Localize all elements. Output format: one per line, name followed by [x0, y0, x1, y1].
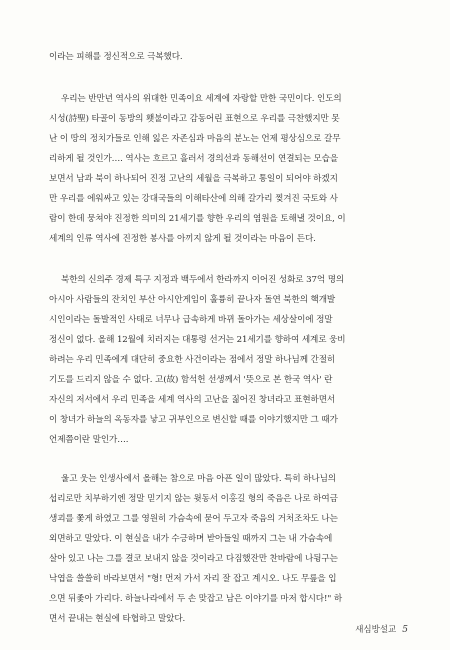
text-line: 생괴를 쫓게 하였고 그를 영원히 가슴속에 묻어 두고자 죽음의 거처조차도 나는 [49, 514, 338, 524]
paragraph-4 [49, 469, 399, 629]
text-line: 시인이라는 돌발적인 사태로 너무나 급속하게 바뀌 돌아가는 세상살이에 정말 [49, 315, 333, 325]
paragraph-1 [49, 47, 399, 67]
text-line: 이 창녀가 하늘의 옥동자를 낳고 귀부인으로 변신할 때를 이야기했지만 그 때가 [49, 415, 338, 425]
text-line: 난 이 땅의 정치가들로 인해 잃은 자존심과 마음의 분노는 언제 평상심으로 갈무 [49, 134, 341, 144]
text-line: 리하게 될 것인가…. 역사는 흐르고 흘러서 경의선과 동해선이 연결되는 모습을 [49, 154, 339, 164]
text-line: 면서 끝내는 현실에 타협하고 말았다. [49, 614, 186, 624]
text-line: 북한의 신의주 경제 특구 지정과 백두에서 한라까지 이어진 성화로 37억 명의 [61, 275, 345, 285]
text-line: 으면 뒤좇아 가리다. 하늘나라에서 두 손 맞잡고 남은 이야기를 마저 합시다!" 하 [49, 594, 343, 604]
text-line: 보면서 남과 북이 하나되어 진정 고난의 세월을 극복하고 통일이 되어야 하겠지 [49, 174, 338, 184]
text-line: 시성(詩聖) 타골이 동방의 횃불이라고 감동어린 표현으로 우리를 극찬했지만 못 [49, 114, 340, 124]
paragraph-3 [49, 270, 399, 450]
text-line: 세계의 인류 역사에 진정한 봉사를 아끼지 않게 될 것이라는 마음이 든다. [49, 234, 316, 244]
text-line: 살아 있고 나는 그를 결코 보내지 않을 것이라고 다짐했잔만 찬바람에 나뒹구는 [49, 554, 338, 564]
page-number: 5 [402, 625, 408, 635]
text-line: 섭리로만 치부하기엔 정말 믿기지 않는 윗동서 이홍길 형의 죽음은 나로 하여금 [49, 494, 338, 504]
text-line: 낙엽을 쓸쓸히 바라보면서 "형! 먼저 가서 자리 잘 잡고 계시오. 나도 무릎을 입 [49, 574, 337, 584]
page-footer [355, 623, 408, 635]
text-line: 람이 한데 뭉쳐야 진정한 의미의 21세기를 향한 우리의 염원을 토해낼 것이요, 이 [49, 214, 346, 224]
text-line: 울고 웃는 인생사에서 올해는 참으로 마음 아픈 일이 많았다. 특히 하나님의 [61, 474, 336, 484]
text-line: 우리는 반만년 역사의 위대한 민족이요 세계에 자랑할 만한 국민이다. 인도의 [61, 94, 342, 104]
running-title: 새심방설교 [355, 625, 397, 635]
text-line: 언제쯤이란 말인가…. [49, 435, 129, 445]
text-line: 이라는 피해를 정신적으로 극복했다. [49, 52, 183, 62]
text-line: 아시아 사람들의 잔치인 부산 아시안게임이 훌륭히 끝나자 돌연 북한의 핵개발 [49, 295, 336, 305]
text-line: 정신이 없다. 올해 12월에 치러지는 대통령 선거는 21세기를 향하여 세계로 웅비 [49, 335, 346, 345]
text-line: 하려는 우리 민족에게 대단히 중요한 사건이라는 점에서 정말 하나님께 간절히 [49, 355, 336, 365]
text-line: 만 우리를 에워싸고 있는 강대국들의 이해타산에 의해 갈가리 찢겨진 국토와 사 [49, 194, 338, 204]
text-line: 자신의 저서에서 우리 민족을 세계 역사의 고난을 짊어진 창녀라고 표현하면서 [49, 395, 336, 405]
paragraph-2 [49, 89, 399, 249]
text-line: 외면하고 말았다. 이 현실을 내가 수긍하며 받아들일 때까지 그는 내 가슴속에 [49, 534, 333, 544]
text-line: 기도를 드리지 않을 수 없다. 고(故) 함석헌 선생께서 '뜻으로 본 한국 역사' 란 [49, 375, 333, 385]
